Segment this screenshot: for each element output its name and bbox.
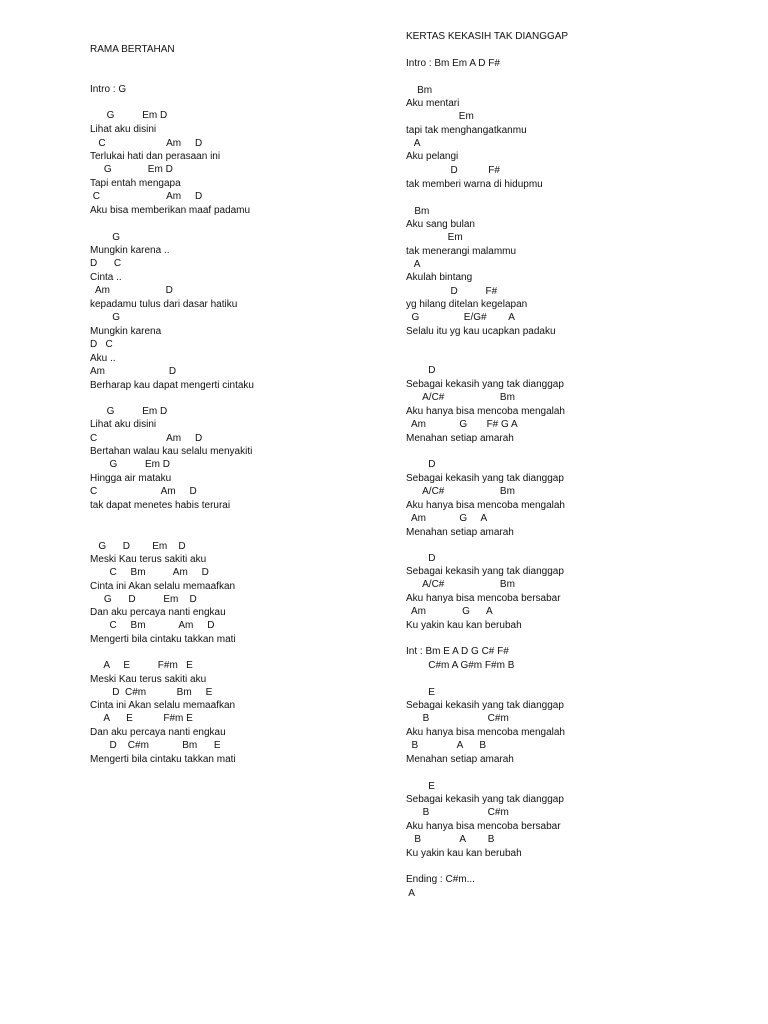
right-song-line-36: Am G A [406,606,493,617]
right-song-line-13: tak menerangi malammu [406,246,517,257]
right-song-line-14: A [406,259,421,270]
right-song-line-22: A/C# Bm [406,392,515,403]
left-song-line-1: Intro : G [90,84,127,95]
right-song-line-53: A [406,888,415,899]
left-song-line-21: Berharap kau dapat mengerti cintaku [90,380,254,391]
left-song-line-38: A E F#m E [90,660,193,671]
left-song-line-27: Hingga air mataku [90,473,172,484]
right-song-line-38: Int : Bm E A D G C# F# [406,646,509,657]
right-song-line-27: Sebagai kekasih yang tak dianggap [406,473,564,484]
right-song-line-16: D F# [406,286,498,297]
right-song-line-39: C#m A G#m F#m B [406,660,515,671]
left-song-line-30: G D Em D [90,541,186,552]
left-song-line-5: Terlukai hati dan perasaan ini [90,151,221,162]
right-song-line-4: Em [406,111,474,122]
left-song-line-15: kepadamu tulus dari dasar hatiku [90,299,238,310]
right-song-line-24: Am G F# G A [406,419,518,430]
left-song-line-0: RAMA BERTAHAN [90,44,175,55]
right-song-line-29: Aku hanya bisa mencoba mengalah [406,500,565,511]
right-song-line-11: Aku sang bulan [406,219,475,230]
right-song-line-25: Menahan setiap amarah [406,433,514,444]
left-song-line-25: Bertahan walau kau selalu menyakiti [90,446,253,457]
right-song-line-51: Ku yakin kau kan berubah [406,848,522,859]
right-song-line-26: D [406,459,436,470]
right-song-line-17: yg hilang ditelan kegelapan [406,299,528,310]
right-song-line-37: Ku yakin kau kan berubah [406,620,522,631]
right-song-line-47: Sebagai kekasih yang tak dianggap [406,794,564,805]
left-song-line-32: C Bm Am D [90,567,209,578]
right-song-line-19: Selalu itu yg kau ucapkan padaku [406,326,556,337]
right-song-line-0: KERTAS KEKASIH TAK DIANGGAP [406,31,569,42]
right-song-line-12: Em [406,232,463,243]
right-song-line-40: E [406,687,435,698]
right-song-line-35: Aku hanya bisa mencoba bersabar [406,593,561,604]
right-song-line-9: tak memberi warna di hidupmu [406,179,543,190]
right-song-line-1: Intro : Bm Em A D F# [406,58,500,69]
right-song-line-31: Menahan setiap amarah [406,527,514,538]
right-song-line-28: A/C# Bm [406,486,515,497]
left-song-line-28: C Am D [90,486,197,497]
left-song-line-22: G Em D [90,406,168,417]
right-song-line-5: tapi tak menghangatkanmu [406,125,527,136]
left-song-line-12: D C [90,258,122,269]
right-song-line-50: B A B [406,834,495,845]
right-song-line-3: Aku mentari [406,98,460,109]
left-song-line-35: Dan aku percaya nanti engkau [90,607,226,618]
left-song-line-17: Mungkin karena [90,326,162,337]
left-song-line-23: Lihat aku disini [90,419,157,430]
left-song-line-2: G Em D [90,110,168,121]
right-song-line-52: Ending : C#m... [406,874,475,885]
left-song-line-34: G D Em D [90,594,197,605]
left-song-line-33: Cinta ini Akan selalu memaafkan [90,581,236,592]
left-song-line-8: C Am D [90,191,203,202]
right-song-line-2: Bm [406,85,433,96]
left-song-line-9: Aku bisa memberikan maaf padamu [90,205,251,216]
right-song-line-6: A [406,138,421,149]
left-song-line-14: Am D [90,285,173,296]
left-song-line-16: G [90,312,121,323]
right-song-line-23: Aku hanya bisa mencoba mengalah [406,406,565,417]
left-song-line-3: Lihat aku disini [90,124,157,135]
right-song-line-33: Sebagai kekasih yang tak dianggap [406,566,564,577]
right-song-line-8: D F# [406,165,500,176]
left-song-line-4: C Am D [90,138,203,149]
right-song-line-49: Aku hanya bisa mencoba bersabar [406,821,561,832]
left-song-line-39: Meski Kau terus sakiti aku [90,674,207,685]
left-song-line-13: Cinta .. [90,272,122,283]
right-song-line-48: B C#m [406,807,509,818]
right-song-line-44: B A B [406,740,487,751]
left-song-line-37: Mengerti bila cintaku takkan mati [90,634,236,645]
left-song-line-20: Am D [90,366,177,377]
right-song-line-34: A/C# Bm [406,579,515,590]
left-song-line-11: Mungkin karena .. [90,245,170,256]
right-song-line-18: G E/G# A [406,312,515,323]
left-song-line-10: G [90,232,121,243]
right-song-line-20: D [406,365,436,376]
left-song-line-7: Tapi entah mengapa [90,178,181,189]
left-song-line-29: tak dapat menetes habis terurai [90,500,231,511]
left-song-line-24: C Am D [90,433,203,444]
right-song-line-45: Menahan setiap amarah [406,754,514,765]
right-song-line-15: Akulah bintang [406,272,473,283]
right-song-line-43: Aku hanya bisa mencoba mengalah [406,727,565,738]
left-song-line-31: Meski Kau terus sakiti aku [90,554,207,565]
right-song-line-21: Sebagai kekasih yang tak dianggap [406,379,564,390]
left-song-line-19: Aku .. [90,353,116,364]
left-song-line-43: Dan aku percaya nanti engkau [90,727,226,738]
left-song-line-18: D C [90,339,113,350]
left-song-line-40: D C#m Bm E [90,687,213,698]
left-song-line-44: D C#m Bm E [90,740,221,751]
left-song-line-6: G Em D [90,164,173,175]
right-song-line-41: Sebagai kekasih yang tak dianggap [406,700,564,711]
right-song-line-42: B C#m [406,713,509,724]
right-song-line-30: Am G A [406,513,488,524]
left-song-line-41: Cinta ini Akan selalu memaafkan [90,700,236,711]
left-song-line-26: G Em D [90,459,171,470]
left-song-line-45: Mengerti bila cintaku takkan mati [90,754,236,765]
left-song-line-42: A E F#m E [90,713,193,724]
left-song-line-36: C Bm Am D [90,620,215,631]
right-song-line-46: E [406,781,435,792]
right-song-line-32: D [406,553,436,564]
right-song-line-10: Bm [406,206,430,217]
right-song-line-7: Aku pelangi [406,151,459,162]
